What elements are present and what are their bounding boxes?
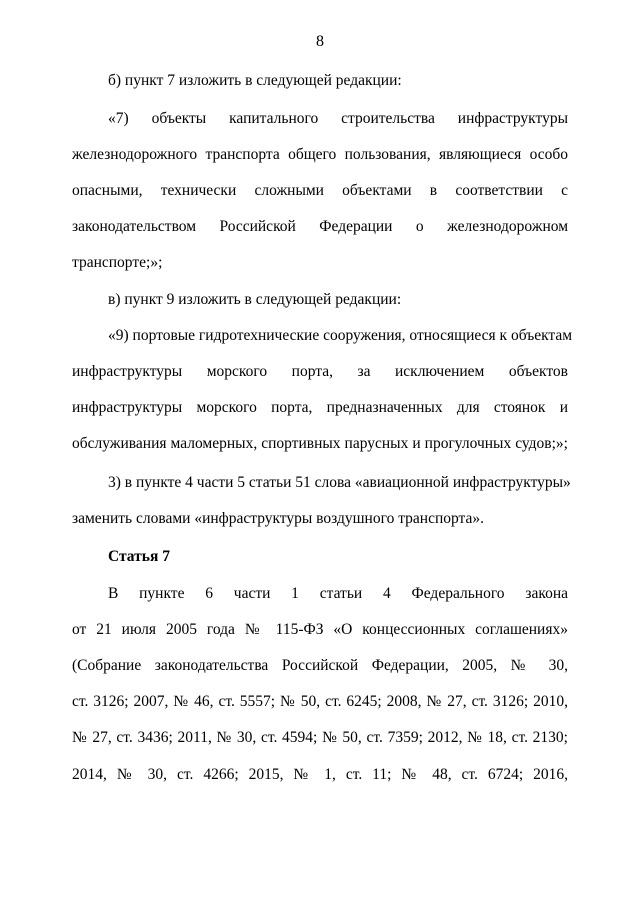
- paragraph-line: 3) в пункте 4 части 5 статьи 51 слова «авиационной инфраструктуры»: [108, 474, 571, 491]
- paragraph-line: «9) портовые гидротехнические сооружения, относящиеся к объектам: [108, 327, 573, 344]
- paragraph-line: опасными, технически сложными объектами в соответствии с: [72, 182, 568, 199]
- paragraph-line: транспорте;»;: [72, 254, 163, 271]
- paragraph-line: ст. 3126; 2007, № 46, ст. 5557; № 50, ст. 6245; 2008, № 27, ст. 3126; 2010,: [72, 693, 568, 710]
- paragraph-line: инфраструктуры морского порта, за исключением объектов: [72, 363, 568, 380]
- paragraph-line: В пункте 6 части 1 статьи 4 Федерального закона: [108, 585, 568, 602]
- paragraph-line: заменить словами «инфраструктуры воздушного транспорта».: [72, 510, 485, 527]
- paragraph-line: железнодорожного транспорта общего пользования, являющиеся особо: [72, 146, 568, 163]
- paragraph-line: № 27, ст. 3436; 2011, № 30, ст. 4594; № 50, ст. 7359; 2012, № 18, ст. 2130;: [72, 729, 568, 746]
- page-number: 8: [316, 33, 324, 50]
- article-heading: Статья 7: [108, 548, 170, 565]
- paragraph-line: б) пункт 7 изложить в следующей редакции:: [108, 72, 402, 89]
- paragraph-line: от 21 июля 2005 года № 115-ФЗ «О концессионных соглашениях»: [72, 621, 568, 638]
- paragraph-line: обслуживания маломерных, спортивных парусных и прогулочных судов;»;: [72, 435, 568, 452]
- paragraph-line: 2014, № 30, ст. 4266; 2015, № 1, ст. 11; № 48, ст. 6724; 2016,: [72, 766, 568, 783]
- paragraph-line: в) пункт 9 изложить в следующей редакции:: [108, 291, 402, 308]
- paragraph-line: законодательством Российской Федерации о железнодорожном: [72, 218, 568, 235]
- paragraph-line: (Собрание законодательства Российской Федерации, 2005, № 30,: [72, 657, 568, 674]
- paragraph-line: «7) объекты капитального строительства инфраструктуры: [108, 110, 568, 127]
- paragraph-line: инфраструктуры морского порта, предназначенных для стоянок и: [72, 399, 568, 416]
